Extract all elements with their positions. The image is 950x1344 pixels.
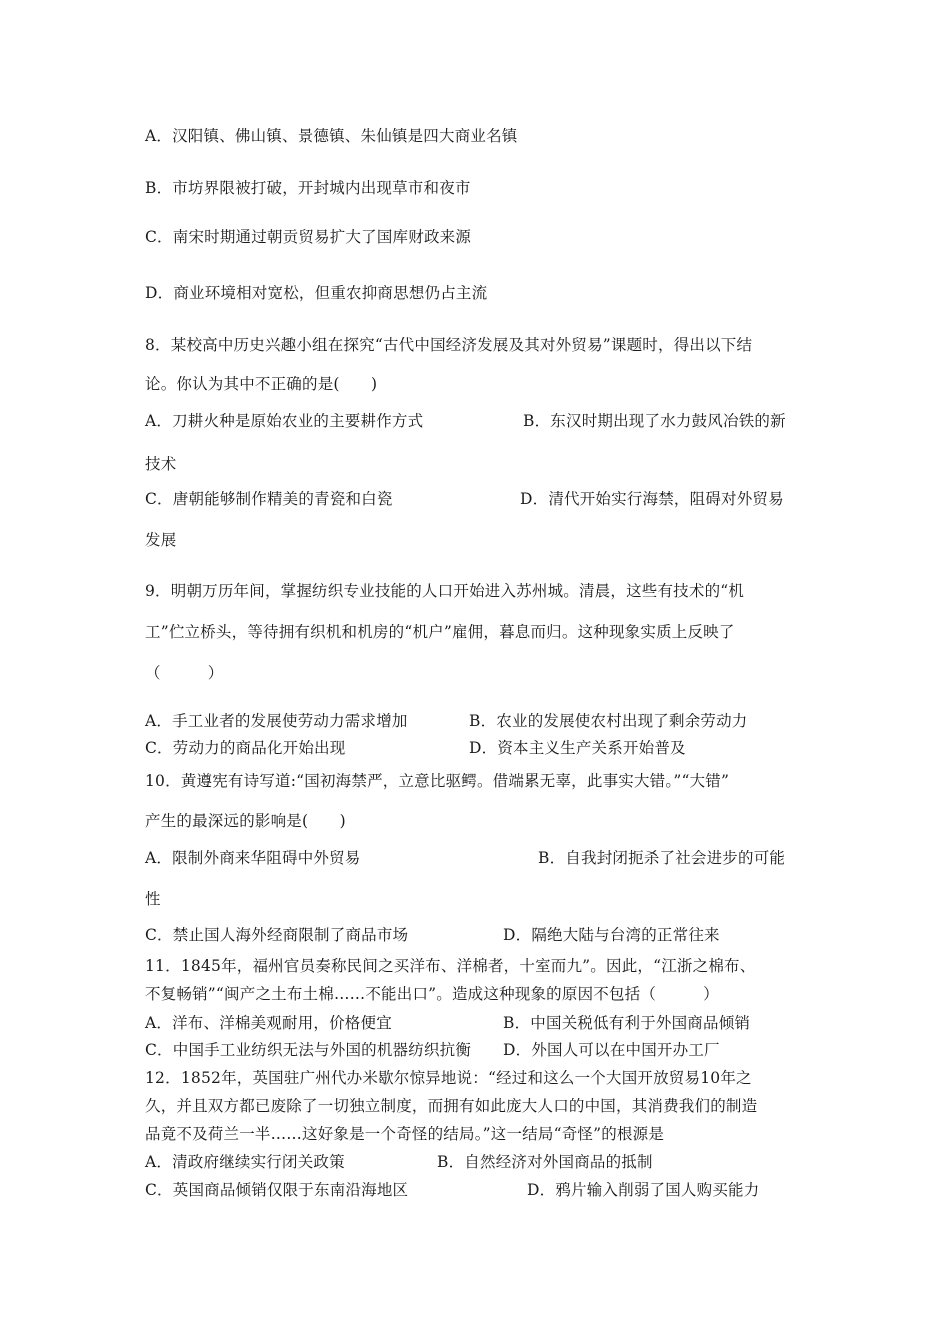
q12-option-a: A．清政府继续实行闭关政策 <box>145 1153 345 1171</box>
q12-stem-line3: 品竟不及荷兰一半……这好象是一个奇怪的结局。”这一结局“奇怪”的根源是 <box>145 1125 665 1143</box>
q7-option-b: B．市坊界限被打破，开封城内出现草市和夜市 <box>145 179 471 197</box>
q10-stem-line1: 10．黄遵宪有诗写道:“国初海禁严，立意比驱鳄。借端累无辜，此事实大错。”“大错” <box>145 772 730 790</box>
q7-option-c: C．南宋时期通过朝贡贸易扩大了国库财政来源 <box>145 228 472 246</box>
q8-option-b: B．东汉时期出现了水力鼓风冶铁的新 <box>523 412 786 430</box>
q9-option-a: A．手工业者的发展使劳动力需求增加 <box>145 712 408 730</box>
q8-option-a: A．刀耕火种是原始农业的主要耕作方式 <box>145 412 424 430</box>
q8-stem-line2: 论。你认为其中不正确的是( ) <box>145 375 378 393</box>
q8-stem-line1: 8．某校高中历史兴趣小组在探究“古代中国经济发展及其对外贸易”课题时，得出以下结 <box>145 336 753 354</box>
q11-option-b: B．中国关税低有利于外国商品倾销 <box>503 1014 751 1032</box>
q9-stem-line3: （ ） <box>145 664 224 682</box>
q12-option-c: C．英国商品倾销仅限于东南沿海地区 <box>145 1181 409 1199</box>
q7-option-d: D．商业环境相对宽松，但重农抑商思想仍占主流 <box>145 284 488 302</box>
q12-stem-line1: 12．1852年，英国驻广州代办米歇尔惊异地说：“经过和这么一个大国开放贸易10年之 <box>145 1069 752 1087</box>
q10-option-a: A．限制外商来华阻碍中外贸易 <box>145 849 361 867</box>
q9-option-c: C．劳动力的商品化开始出现 <box>145 739 346 757</box>
q11-stem-line1: 11．1845年，福州官员奏称民间之买洋布、洋棉者，十室而九”。因此，“江浙之棉布、 <box>145 957 756 975</box>
q10-stem-line2: 产生的最深远的影响是( ) <box>145 812 346 830</box>
q9-stem-line2: 工”伫立桥头，等待拥有织机和机房的“机户”雇佣，暮息而归。这种现象实质上反映了 <box>145 623 735 641</box>
q11-option-c: C．中国手工业纺织无法与外国的机器纺织抗衡 <box>145 1041 472 1059</box>
q10-option-b-cont: 性 <box>145 890 161 908</box>
q11-option-a: A．洋布、洋棉美观耐用，价格便宜 <box>145 1014 392 1032</box>
q10-option-c: C．禁止国人海外经商限制了商品市场 <box>145 926 409 944</box>
q8-option-d-cont: 发展 <box>145 531 177 549</box>
q9-option-d: D．资本主义生产关系开始普及 <box>469 739 686 757</box>
q8-option-b-cont: 技术 <box>145 455 177 473</box>
q7-option-a: A．汉阳镇、佛山镇、景德镇、朱仙镇是四大商业名镇 <box>145 127 518 145</box>
q11-option-d: D．外国人可以在中国开办工厂 <box>503 1041 720 1059</box>
q9-option-b: B．农业的发展使农村出现了剩余劳动力 <box>469 712 748 730</box>
q12-stem-line2: 久，并且双方都已废除了一切独立制度，而拥有如此庞大人口的中国，其消费我们的制造 <box>145 1097 758 1115</box>
q8-option-c: C．唐朝能够制作精美的青瓷和白瓷 <box>145 490 393 508</box>
q8-option-d: D．清代开始实行海禁，阻碍对外贸易 <box>520 490 784 508</box>
q9-stem-line1: 9．明朝万历年间，掌握纺织专业技能的人口开始进入苏州城。清晨，这些有技术的“机 <box>145 582 745 600</box>
q10-option-b: B．自我封闭扼杀了社会进步的可能 <box>538 849 786 867</box>
q10-option-d: D．隔绝大陆与台湾的正常往来 <box>503 926 720 944</box>
q11-stem-line2: 不复畅销”“闽产之土布土棉……不能出口”。造成这种现象的原因不包括（ ） <box>145 985 719 1003</box>
q12-option-d: D．鸦片输入削弱了国人购买能力 <box>527 1181 760 1199</box>
q12-option-b: B．自然经济对外国商品的抵制 <box>437 1153 653 1171</box>
